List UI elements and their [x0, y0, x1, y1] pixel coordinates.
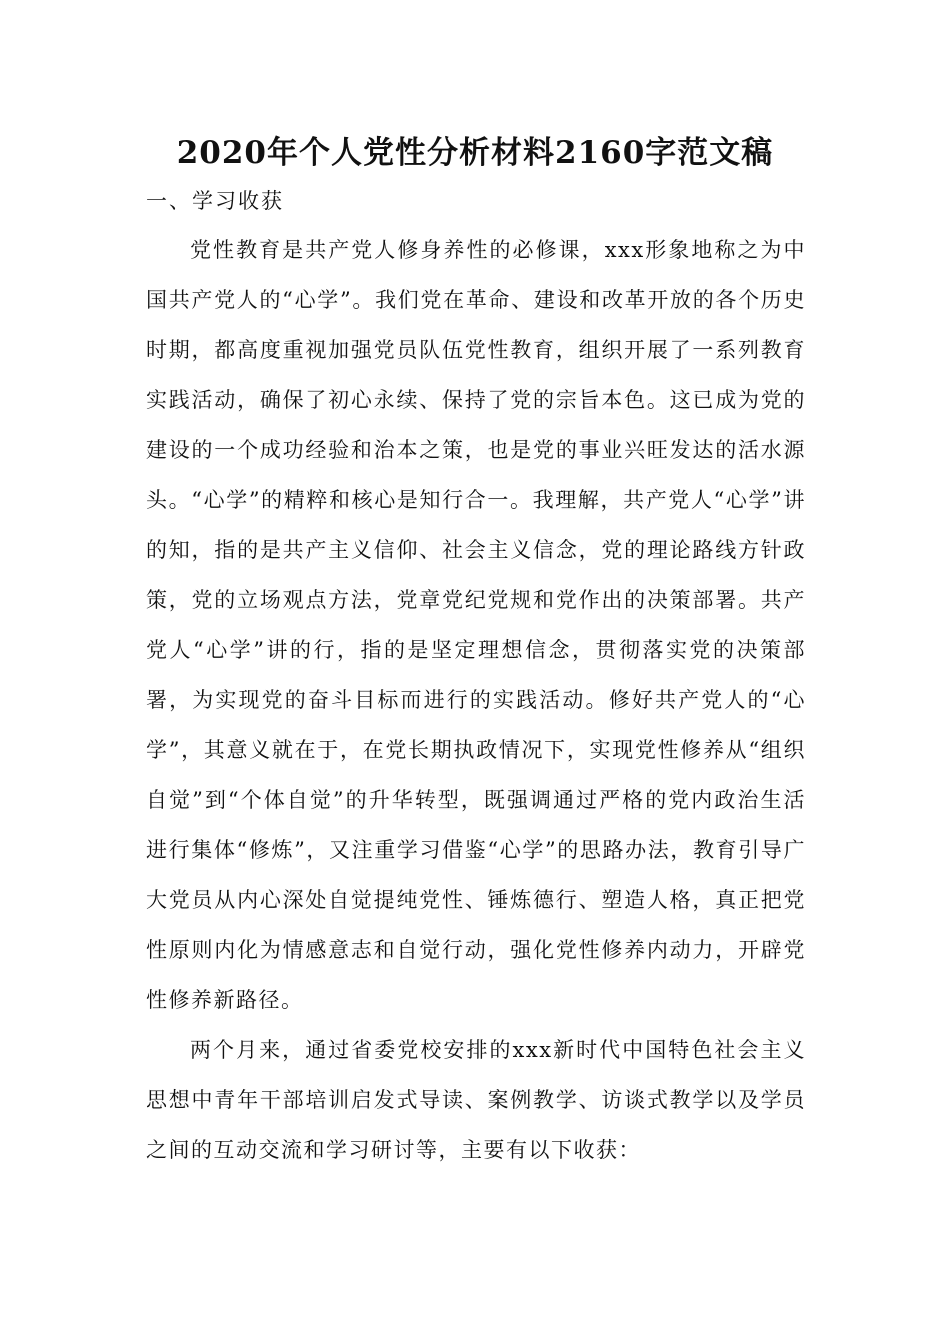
document-title: 2020年个人党性分析材料2160字范文稿 [176, 135, 774, 171]
body-paragraph-1: 党性教育是共产党人修身养性的必修课，xxx形象地称之为中国共产党人的“心学”。我们党在革命、建设和改革开放的各个历史时期，都高度重视加强党员队伍党性教育，组织开展了一系列教育实践活动，确保了初心永续、保持了党的宗旨本色。这已成为党的建设的一个成功经验和治本之策，也是党的事业兴旺发达的活水源头。“心学”的精粹和核心是知行合一。我理解，共产党人“心学”讲的知，指的是共产主义信仰、社会主义信念，党的理论路线方针政策，党的立场观点方法，党章党纪党规和党作出的决策部署。共产党人“心学”讲的行，指的是坚定理想信念，贯彻落实党的决策部署，为实现党的奋斗目标而进行的实践活动。修好共产党人的“心学”，其意义就在于，在党长期执政情况下，实现党性修养从“组织自觉”到“个体自觉”的升华转型，既强调通过严格的党内政治生活进行集体“修炼”，又注重学习借鉴“心学”的思路办法，教育引导广大党员从内心深处自觉提纯党性、锤炼德行、塑造人格，真正把党性原则内化为情感意志和自觉行动，强化党性修养内动力，开辟党性修养新路径。 [146, 238, 806, 1012]
section-heading: 一、学习收获 [146, 189, 284, 213]
body-paragraph-2: 两个月来，通过省委党校安排的xxx新时代中国特色社会主义思想中青年干部培训启发式导读、案例教学、访谈式教学以及学员之间的互动交流和学习研讨等，主要有以下收获： [146, 1038, 806, 1162]
